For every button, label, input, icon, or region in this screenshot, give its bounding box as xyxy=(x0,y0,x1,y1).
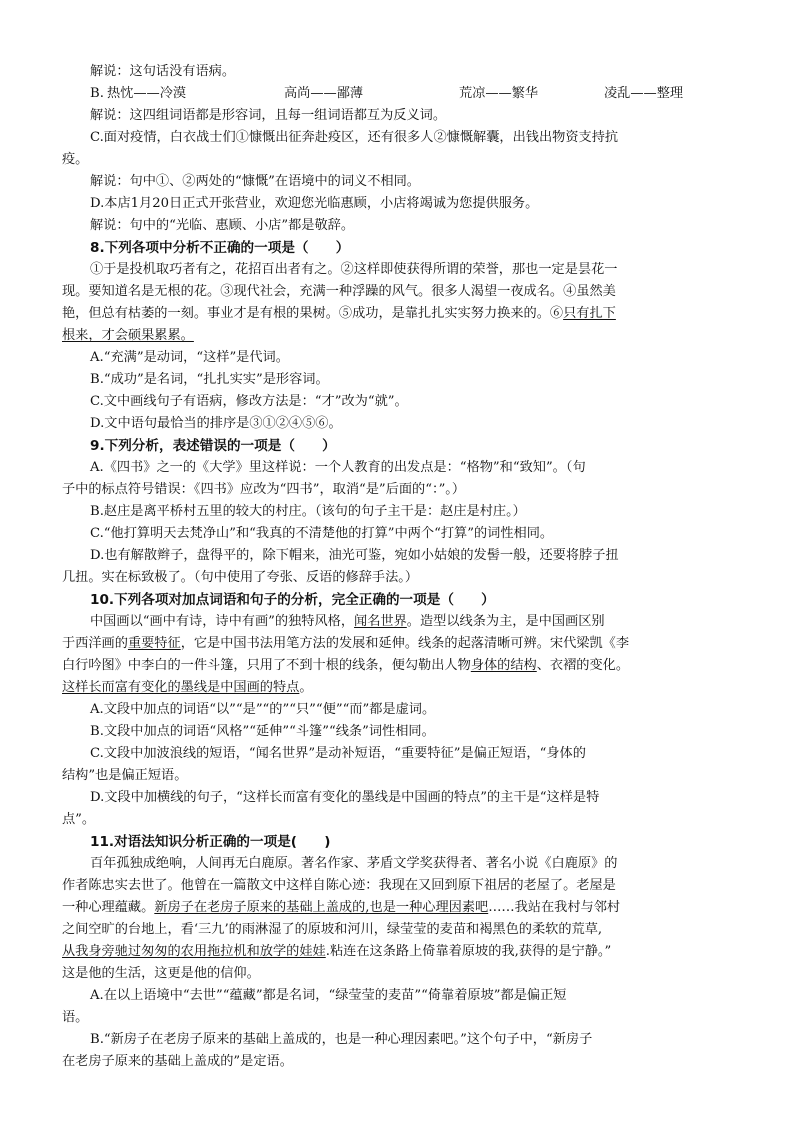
antonym-pair: 荒凉——繁华 xyxy=(459,86,539,101)
option-c: C.文中画线句子有语病，修改方法是：“才”改为“就”。 xyxy=(90,394,408,409)
wavy-phrase: 身体的结构 xyxy=(470,658,537,673)
option-d-cont: 几扭。实在标致极了。（句中使用了夸张、反语的修辞手法。） xyxy=(62,570,419,585)
option-a: A.“充满”是动词，“这样”是代词。 xyxy=(90,350,289,365)
option-a-cont: 语。 xyxy=(62,1010,89,1025)
passage-segment: .粘连在这条路上倚靠着原坡的我,获得的是宁静。” xyxy=(325,944,612,959)
passage-text xyxy=(62,656,629,676)
option-text: D.本店1月20日正式开张营业，欢迎您光临惠顾，小店将竭诚为您提供服务。 xyxy=(90,196,539,211)
option-a: A.《四书》之一的《大学》里这样说：一个人教育的出发点是：“格物”和“致知”。（句 xyxy=(90,460,586,475)
option-b: B.文段中加点的词语“风格”“延伸”“斗篷”“线条”词性相同。 xyxy=(90,724,435,739)
question-10-heading: 10.下列各项对加点词语和句子的分析，完全正确的一项是（ ） xyxy=(90,592,495,608)
explanation-line: 解说：句中①、②两处的“慷慨”在语境中的词义不相同。 xyxy=(90,174,420,189)
option-b-label: B. xyxy=(90,86,104,101)
option-c-cont: 结构”也是偏正短语。 xyxy=(62,768,188,783)
passage-segment: 中国画以“画中有诗，诗中有画”的独特风格， xyxy=(90,614,355,629)
passage-text xyxy=(62,898,620,918)
passage-text xyxy=(62,942,611,962)
passage-text xyxy=(62,304,616,324)
question-11-heading: 11.对语法知识分析正确的一项是( ) xyxy=(90,834,331,850)
passage-segment: 。造型以线条为主，是中国画区别 xyxy=(406,614,605,629)
passage-segment: ，它是中国书法用笔方法的发展和延伸。线条的起落清晰可辨。宋代梁凯《李 xyxy=(180,636,630,651)
passage-text: 这是他的生活，这更是他的信仰。 xyxy=(62,966,260,981)
option-d: D.文中语句最恰当的排序是③①②④⑤⑥。 xyxy=(90,416,342,431)
passage-text: ①于是投机取巧者有之，花招百出者有之。②这样即使获得所谓的荣誉，那也一定是昙花一 xyxy=(90,262,618,277)
underlined-sentence: 这样长而富有变化的墨线是中国画的特点 xyxy=(62,680,300,695)
option-b: B.“成功”是名词，“扎扎实实”是形容词。 xyxy=(90,372,329,387)
option-d: D.文段中加横线的句子，“这样长而富有变化的墨线是中国画的特点”的主干是“这样是特 xyxy=(90,790,600,805)
wavy-phrase: 闻名世界 xyxy=(354,614,407,629)
passage-text: 之间空旷的台地上，看‘三九’的雨淋湿了的原坡和河川，绿莹莹的麦苗和褐黑色的柔软的荒草, xyxy=(62,922,603,937)
passage-text xyxy=(62,678,313,698)
passage-segment: 艳，但总有枯萎的一刻。事业才是有根的果树。⑤成功，是靠扎扎实实努力换来的。⑥ xyxy=(62,306,564,321)
question-8-heading: 8.下列各项中分析不正确的一项是（ ） xyxy=(90,240,350,256)
passage-segment: 白行吟图》中李白的一件斗篷，只用了不到十根的线条，便勾勒出人物 xyxy=(62,658,471,673)
wavy-phrase: 重要特征 xyxy=(127,636,181,651)
passage-text: 作者陈忠实去世了。他曾在一篇散文中这样自陈心迹：我现在又回到原下祖居的老屋了。老屋是 xyxy=(62,878,616,893)
option-text: C.面对疫情，白衣战士们①慷慨出征奔赴疫区，还有很多人②慷慨解囊，出钱出物资支持抗 xyxy=(90,130,619,145)
passage-text xyxy=(62,634,629,654)
passage-segment: 于西洋画的 xyxy=(62,636,128,651)
explanation-line: 解说：这四组词语都是形容词，且每一组词语都互为反义词。 xyxy=(90,108,447,123)
passage-segment: 。 xyxy=(299,680,313,695)
explanation-line: 解说：句中的“光临、惠顾、小店”都是敬辞。 xyxy=(90,218,355,233)
option-text: 疫。 xyxy=(62,152,89,167)
antonym-pair: 凌乱——整理 xyxy=(604,86,684,101)
option-d-cont: 点”。 xyxy=(62,812,96,827)
explanation-line: 解说：这句话没有语病。 xyxy=(90,64,236,79)
underlined-sentence: 从我身旁驰过匆匆的农用拖拉机和放学的娃娃 xyxy=(62,944,326,959)
passage-text: 百年孤独成绝响，人间再无白鹿原。著名作家、茅盾文学奖获得者、著名小说《白鹿原》的 xyxy=(90,856,618,871)
option-a: A.文段中加点的词语“以”“是”“的”“只”“便”“而”都是虚词。 xyxy=(90,702,436,717)
passage-segment: ……我站在我村与邻村 xyxy=(488,900,621,915)
antonym-pair: 高尚——鄙薄 xyxy=(284,86,364,101)
underlined-sentence: 根来，才会硕果累累。 xyxy=(62,328,194,343)
option-d: D.也有解散辫子，盘得平的，除下帽来，油光可鉴，宛如小姑娘的发髻一般，还要将脖子扭 xyxy=(90,548,619,563)
passage-segment: 一种心理蕴藏。 xyxy=(62,900,155,915)
option-b: B.“新房子在老房子原来的基础上盖成的，也是一种心理因素吧。”这个句子中，“新房子 xyxy=(90,1032,593,1047)
underlined-sentence: 新房子在老房子原来的基础上盖成的,也是一种心理因素吧 xyxy=(154,900,489,915)
option-c: C.“他打算明天去梵净山”和“我真的不清楚他的打算”中两个“打算”的词性相同。 xyxy=(90,526,554,541)
question-9-heading: 9.下列分析，表述错误的一项是（ ） xyxy=(90,438,336,454)
option-b-cont: 在老房子原来的基础上盖成的”是定语。 xyxy=(62,1054,293,1069)
option-a-cont: 子中的标点符号错误：《四书》应改为“四书”，取消“是”后面的“：”。） xyxy=(62,482,466,497)
antonym-pair: 热忱——冷漠 xyxy=(107,86,187,101)
option-a: A.在以上语境中“去世”“蕴藏”都是名词，“绿莹莹的麦苗”“倚靠着原坡”都是偏正短 xyxy=(90,988,567,1003)
underlined-sentence: 只有扎下 xyxy=(563,306,616,321)
passage-segment: 、衣褶的变化。 xyxy=(536,658,630,673)
option-c: C.文段中加波浪线的短语，“闻名世界”是动补短语，“重要特征”是偏正短语，“身体的 xyxy=(90,746,586,761)
option-b: B.赵庄是离平桥村五里的较大的村庄。（该句的句子主干是：赵庄是村庄。） xyxy=(90,504,526,519)
passage-text: 现。要知道名是无根的花。③现代社会，充满一种浮躁的风气。很多人渴望一夜成名。④虽然美 xyxy=(62,284,616,299)
passage-text xyxy=(90,612,605,632)
